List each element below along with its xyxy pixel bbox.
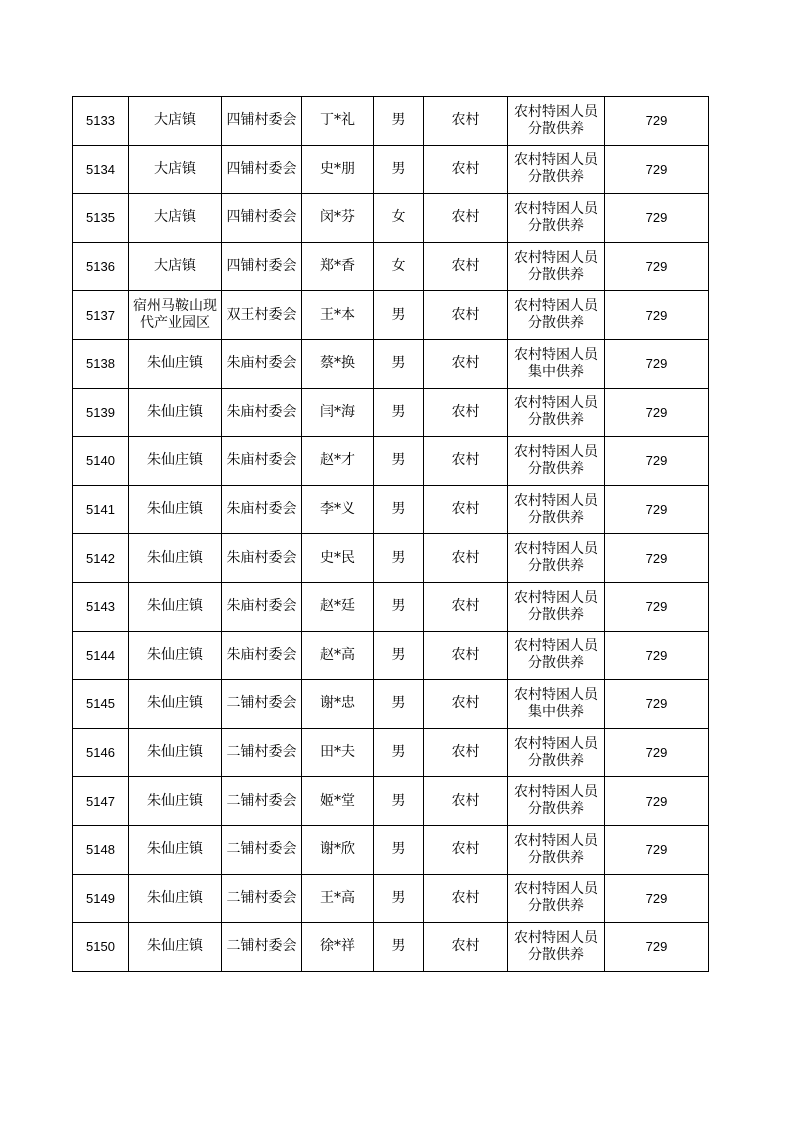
cell-area: 农村 (424, 728, 508, 777)
cell-name: 田*夫 (302, 728, 374, 777)
cell-category: 农村特困人员分散供养 (508, 388, 605, 437)
cell-village: 朱庙村委会 (222, 388, 302, 437)
cell-name: 谢*忠 (302, 680, 374, 729)
cell-name: 史*朋 (302, 145, 374, 194)
cell-id: 5141 (73, 485, 129, 534)
cell-name: 丁*礼 (302, 97, 374, 146)
cell-name: 谢*欣 (302, 825, 374, 874)
cell-category: 农村特困人员分散供养 (508, 874, 605, 923)
table-row (73, 388, 709, 437)
cell-village: 二铺村委会 (222, 680, 302, 729)
cell-category: 农村特困人员分散供养 (508, 485, 605, 534)
cell-category: 农村特困人员分散供养 (508, 145, 605, 194)
cell-id: 5135 (73, 194, 129, 243)
cell-gender: 男 (374, 728, 424, 777)
cell-id: 5150 (73, 923, 129, 972)
cell-area: 农村 (424, 534, 508, 583)
cell-name: 赵*高 (302, 631, 374, 680)
cell-id: 5133 (73, 97, 129, 146)
cell-gender: 男 (374, 923, 424, 972)
cell-id: 5142 (73, 534, 129, 583)
cell-town: 朱仙庄镇 (129, 874, 222, 923)
cell-area: 农村 (424, 339, 508, 388)
cell-town: 朱仙庄镇 (129, 437, 222, 486)
cell-town: 大店镇 (129, 194, 222, 243)
cell-amount: 729 (605, 631, 709, 680)
table-row (73, 874, 709, 923)
cell-id: 5149 (73, 874, 129, 923)
cell-amount: 729 (605, 680, 709, 729)
cell-name: 蔡*换 (302, 339, 374, 388)
cell-name: 赵*才 (302, 437, 374, 486)
cell-category: 农村特困人员分散供养 (508, 631, 605, 680)
cell-village: 朱庙村委会 (222, 582, 302, 631)
cell-amount: 729 (605, 485, 709, 534)
cell-gender: 男 (374, 631, 424, 680)
beneficiary-table (72, 96, 709, 972)
cell-area: 农村 (424, 242, 508, 291)
cell-town: 朱仙庄镇 (129, 923, 222, 972)
cell-village: 四铺村委会 (222, 145, 302, 194)
cell-village: 四铺村委会 (222, 194, 302, 243)
cell-amount: 729 (605, 194, 709, 243)
cell-amount: 729 (605, 825, 709, 874)
table-row (73, 194, 709, 243)
cell-id: 5136 (73, 242, 129, 291)
cell-category: 农村特困人员分散供养 (508, 291, 605, 340)
cell-gender: 男 (374, 339, 424, 388)
cell-gender: 男 (374, 97, 424, 146)
cell-id: 5137 (73, 291, 129, 340)
cell-id: 5138 (73, 339, 129, 388)
cell-area: 农村 (424, 874, 508, 923)
cell-name: 徐*祥 (302, 923, 374, 972)
cell-gender: 男 (374, 145, 424, 194)
table-row (73, 339, 709, 388)
cell-gender: 男 (374, 291, 424, 340)
cell-id: 5139 (73, 388, 129, 437)
cell-town: 大店镇 (129, 97, 222, 146)
cell-area: 农村 (424, 97, 508, 146)
cell-category: 农村特困人员分散供养 (508, 728, 605, 777)
cell-category: 农村特困人员分散供养 (508, 534, 605, 583)
cell-category: 农村特困人员分散供养 (508, 437, 605, 486)
cell-area: 农村 (424, 631, 508, 680)
cell-area: 农村 (424, 777, 508, 826)
cell-id: 5144 (73, 631, 129, 680)
table-row (73, 97, 709, 146)
cell-area: 农村 (424, 680, 508, 729)
cell-amount: 729 (605, 339, 709, 388)
cell-name: 闵*芬 (302, 194, 374, 243)
cell-gender: 男 (374, 437, 424, 486)
cell-village: 四铺村委会 (222, 97, 302, 146)
cell-gender: 男 (374, 777, 424, 826)
cell-category: 农村特困人员分散供养 (508, 777, 605, 826)
cell-town: 朱仙庄镇 (129, 339, 222, 388)
cell-name: 李*义 (302, 485, 374, 534)
cell-name: 史*民 (302, 534, 374, 583)
cell-amount: 729 (605, 582, 709, 631)
cell-town: 朱仙庄镇 (129, 388, 222, 437)
cell-gender: 女 (374, 242, 424, 291)
table-row (73, 777, 709, 826)
cell-id: 5145 (73, 680, 129, 729)
cell-village: 二铺村委会 (222, 874, 302, 923)
cell-gender: 男 (374, 388, 424, 437)
cell-town: 朱仙庄镇 (129, 680, 222, 729)
cell-village: 朱庙村委会 (222, 339, 302, 388)
cell-area: 农村 (424, 291, 508, 340)
cell-category: 农村特困人员分散供养 (508, 825, 605, 874)
table-row (73, 680, 709, 729)
cell-town: 朱仙庄镇 (129, 534, 222, 583)
table-row (73, 437, 709, 486)
cell-town: 朱仙庄镇 (129, 728, 222, 777)
table-body (73, 97, 709, 972)
cell-area: 农村 (424, 194, 508, 243)
cell-category: 农村特困人员分散供养 (508, 923, 605, 972)
cell-amount: 729 (605, 728, 709, 777)
table-row (73, 631, 709, 680)
cell-id: 5134 (73, 145, 129, 194)
cell-village: 二铺村委会 (222, 777, 302, 826)
cell-town: 大店镇 (129, 145, 222, 194)
cell-gender: 男 (374, 680, 424, 729)
cell-amount: 729 (605, 437, 709, 486)
cell-gender: 男 (374, 485, 424, 534)
cell-town: 朱仙庄镇 (129, 777, 222, 826)
cell-amount: 729 (605, 145, 709, 194)
cell-amount: 729 (605, 874, 709, 923)
cell-amount: 729 (605, 777, 709, 826)
cell-town: 朱仙庄镇 (129, 825, 222, 874)
cell-village: 四铺村委会 (222, 242, 302, 291)
cell-category: 农村特困人员分散供养 (508, 97, 605, 146)
cell-area: 农村 (424, 923, 508, 972)
cell-id: 5147 (73, 777, 129, 826)
cell-gender: 女 (374, 194, 424, 243)
cell-village: 朱庙村委会 (222, 437, 302, 486)
cell-town: 大店镇 (129, 242, 222, 291)
cell-area: 农村 (424, 437, 508, 486)
cell-village: 朱庙村委会 (222, 631, 302, 680)
cell-category: 农村特困人员集中供养 (508, 680, 605, 729)
cell-category: 农村特困人员集中供养 (508, 339, 605, 388)
cell-town: 宿州马鞍山现代产业园区 (129, 291, 222, 340)
cell-gender: 男 (374, 825, 424, 874)
cell-village: 二铺村委会 (222, 825, 302, 874)
cell-area: 农村 (424, 582, 508, 631)
cell-name: 闫*海 (302, 388, 374, 437)
cell-town: 朱仙庄镇 (129, 485, 222, 534)
cell-town: 朱仙庄镇 (129, 582, 222, 631)
table-row (73, 825, 709, 874)
cell-name: 王*高 (302, 874, 374, 923)
cell-village: 二铺村委会 (222, 923, 302, 972)
cell-village: 朱庙村委会 (222, 534, 302, 583)
cell-id: 5140 (73, 437, 129, 486)
cell-area: 农村 (424, 825, 508, 874)
cell-village: 朱庙村委会 (222, 485, 302, 534)
cell-gender: 男 (374, 582, 424, 631)
cell-town: 朱仙庄镇 (129, 631, 222, 680)
cell-amount: 729 (605, 923, 709, 972)
cell-amount: 729 (605, 242, 709, 291)
cell-area: 农村 (424, 145, 508, 194)
cell-gender: 男 (374, 534, 424, 583)
cell-category: 农村特困人员分散供养 (508, 242, 605, 291)
table-row (73, 728, 709, 777)
cell-name: 赵*廷 (302, 582, 374, 631)
cell-village: 双王村委会 (222, 291, 302, 340)
cell-village: 二铺村委会 (222, 728, 302, 777)
cell-area: 农村 (424, 485, 508, 534)
cell-name: 郑*香 (302, 242, 374, 291)
cell-id: 5143 (73, 582, 129, 631)
cell-name: 王*本 (302, 291, 374, 340)
table-row (73, 242, 709, 291)
cell-category: 农村特困人员分散供养 (508, 194, 605, 243)
cell-amount: 729 (605, 388, 709, 437)
table-row (73, 291, 709, 340)
table-row (73, 582, 709, 631)
cell-gender: 男 (374, 874, 424, 923)
cell-amount: 729 (605, 534, 709, 583)
cell-name: 姬*堂 (302, 777, 374, 826)
cell-id: 5148 (73, 825, 129, 874)
table-row (73, 534, 709, 583)
table-row (73, 145, 709, 194)
cell-area: 农村 (424, 388, 508, 437)
table-row (73, 923, 709, 972)
cell-category: 农村特困人员分散供养 (508, 582, 605, 631)
table-row (73, 485, 709, 534)
cell-amount: 729 (605, 97, 709, 146)
cell-id: 5146 (73, 728, 129, 777)
cell-amount: 729 (605, 291, 709, 340)
